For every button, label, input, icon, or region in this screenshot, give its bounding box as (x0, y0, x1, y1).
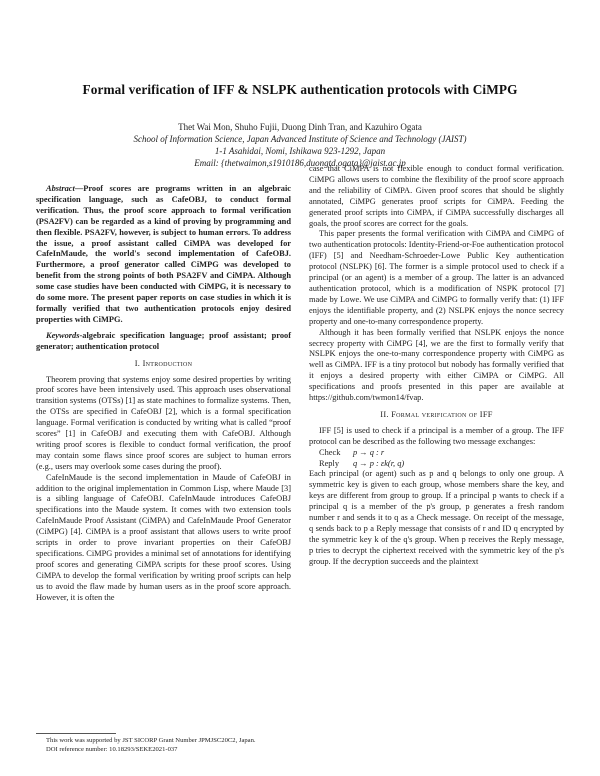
abstract-label: Abstract (46, 184, 75, 193)
footnote (36, 737, 291, 754)
section-heading-iff: II. Formal verification of IFF (380, 409, 493, 419)
message-reply (319, 459, 564, 470)
keywords (36, 331, 291, 353)
address: 1-1 Asahidai, Nomi, Ishikawa 923-1292, Japan (214, 146, 386, 156)
intro-paragraph-2: CafeInMaude is the second implementation in Maude of CafeOBJ in addition to the original implementation in Common Lisp, where Maude [3] is a sibling language of CafeOBJ. CafeInMaude introduces CafeOBJ specifications into the Maude system. It comes with two extension tools CafeInMaude Proof Assistant (CiMPA) and CafeInMaude Proof Generator (CiMPG) [4]. CiMPA is a proof assistant that allows users to write proof scripts in order to prove invariant properties on their CafeOBJ specifications. CiMPG provides a minimal set of annotations for identifying proof scores and generating CiMPA scripts for these proof scores. Using CiMPA to develop the formal verification by writing proof scripts can help us to avoid the flaw made by human users as in the proof score approach. However, it is often the (36, 472, 291, 602)
keywords-label: Keywords (46, 330, 80, 340)
funding-note: This work was supported by JST SICORP Grant Number JPMJSC20C2, Japan. (46, 737, 256, 744)
author-list: Thet Wai Mon, Shuho Fujii, Duong Dinh Tran, and Kazuhiro Ogata (178, 122, 422, 132)
institution: School of Information Science, Japan Advanced Institute of Science and Technology (JAIST) (133, 134, 467, 144)
iff-intro-paragraph: IFF [5] is used to check if a principal is a member of a group. The IFF protocol can be described as the following two message exchanges: (309, 425, 564, 446)
intro-paragraph-4: This paper presents the formal verification with CiMPA and CiMPG of two authentication protocols: Identity-Friend-or-Foe authentication protocol (IFF) [5] and Needham-Schroeder-Lowe Public Key authentication protocol (NSLPK) [6]. The former is a simple protocol used to check if a principal (or an agent) is a member of a group. The latter is an advanced authentication protocol, which is a modification of NSPK protocol [7] made by Lowe. We use CiMPA and CiMPG to formally verify that: (1) IFF enjoys the identifiable property, and (2) NSLPK enjoys the nonce secrecy property and one-to-many correspondence property. (309, 229, 564, 326)
message-label: Check (319, 447, 341, 457)
section-heading-introduction: I. Introduction (134, 358, 193, 368)
intro-paragraph-5: Although it has been formally verified that NSLPK enjoys the nonce secrecy property with CiMPG [4], we are the first to formally verify that NSLPK enjoys the one-to-many correspondence property with CiMPG as well as CiMPA. IFF is a tiny protocol but nobody has formally verified that it enjoys a desired property with either CiMPA or CiMPG. All specifications and proofs presented in this paper are available at https://github.com/twmon14/fvap. (309, 327, 564, 403)
left-column (36, 184, 291, 604)
message-formula: q → p : εk(r, q) (353, 458, 405, 468)
keywords-text: -algebraic specification language; proof assistant; proof generator; authentication protocol (36, 330, 291, 351)
paper-title: Formal verification of IFF & NSLPK authentication protocols with CiMPG (82, 82, 518, 97)
intro-paragraph-3: case that CiMPA is not flexible enough to conduct formal verification. CiMPG allows users to combine the flexibility of the proof score approach and the reliability of CiMPA. Given proof scores that should be slightly annotated, CiMPG generates proof scripts for CiMPA. Feeding the generated proof scripts into CiMPA, if CiMPA successfully discharges all goals, the proof scores are correct for the goals. (309, 164, 564, 228)
iff-body-paragraph: Each principal (or agent) such as p and q belongs to only one group. A symmetric key is given to each group, whose members share the key, and keys are different from group to group. If a principal p wants to check if a principal q is a member of the p's group, p generates a fresh random number r and sends it to q as a Check message. On receipt of the message, q sends back to p a Reply message that consists of r and ID q encrypted by the symmetric key k of the q's group. When p receives the Reply message, p tries to decrypt the ciphertext received with the symmetric key of the p's group. If the decryption succeeds and the plaintext (309, 469, 564, 566)
right-column (309, 164, 564, 568)
intro-paragraph-1: Theorem proving that systems enjoy some desired properties by writing proof scores have been intensively used. This approach uses observational transition systems (OTSs) [1] as state machines to formalize systems. Then, the OTSs are specified in CafeOBJ [2], which is a formal specification language. Formal verification is conducted by writing what is called “proof scores” [1] in CafeOBJ and executing them with CafeOBJ. Although writing proof scores is flexible to conduct formal verification, the proof may contain some flaws since proof scores are subject to human errors (e.g., users may overlook some cases during the proof). (36, 374, 291, 471)
email: Email: {thetwaimon,s1910186,duongtd,ogata}@jaist.ac.jp (194, 158, 406, 168)
message-label: Reply (319, 458, 340, 468)
abstract (36, 184, 291, 326)
message-check (319, 448, 564, 459)
abstract-text: —Proof scores are programs written in an algebraic specification language, such as CafeOBJ, to conduct formal verification. Thus, the proof score approach to formal verification (PSA2FV) can be regarded as a kind of proving by programming and then flexible. PSA2FV, however, is subject to human errors. To address the issue, a proof assistant called CiMPA was developed for CafeInMaude, the world's second implementation of CafeOBJ. Furthermore, a proof generator called CiMPG was developed to benefit from the strong points of both PSA2FV and CiMPA. Although some case studies have been conducted with CiMPG, it is necessary to do some more. The present paper reports on case studies in which it is formally verified that two authentication protocols enjoy desired properties with CiMPG. (36, 184, 291, 324)
doi-note: DOI reference number: 10.18293/SEKE2021-037 (46, 745, 178, 753)
footnote-rule (36, 733, 116, 734)
message-formula: p → q : r (353, 447, 385, 457)
